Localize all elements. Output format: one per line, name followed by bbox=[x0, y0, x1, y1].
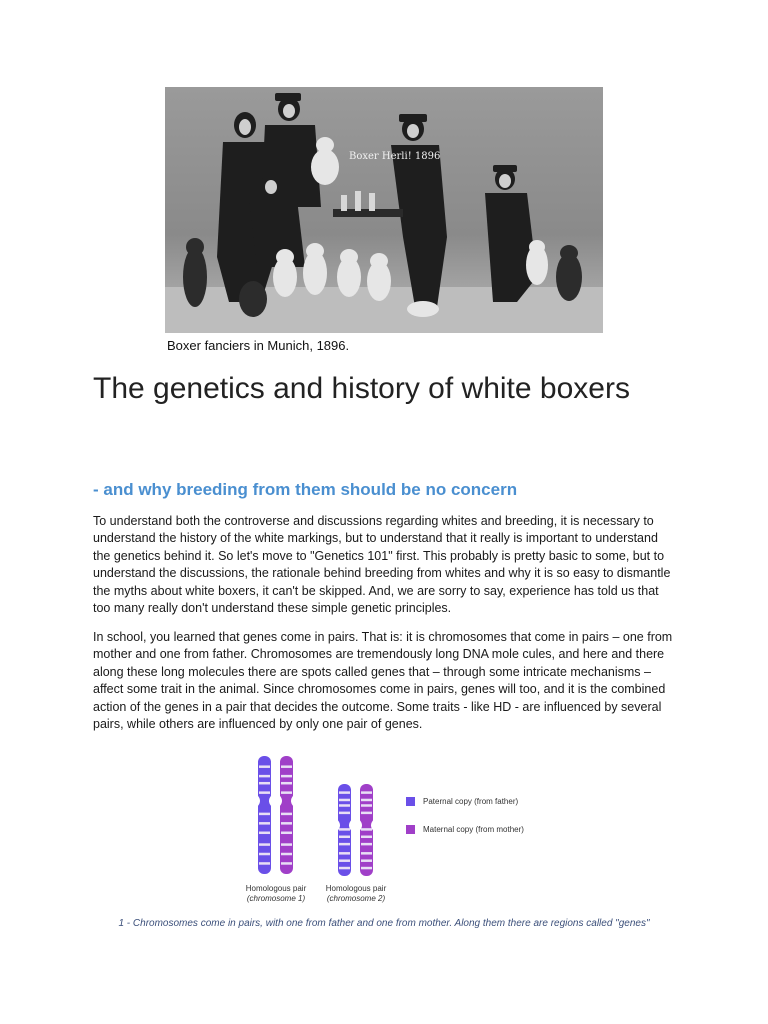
page-title: The genetics and history of white boxers bbox=[93, 372, 630, 405]
photo-illustration bbox=[165, 87, 603, 333]
page-subtitle: - and why breeding from them should be no concern bbox=[93, 480, 518, 499]
paternal-swatch bbox=[406, 797, 415, 806]
pair1-label-line1: Homologous pair bbox=[245, 884, 307, 893]
pair1-label-line2: (chromosome 1) bbox=[246, 894, 306, 903]
legend-paternal-label: Paternal copy (from father) bbox=[423, 797, 519, 806]
photo-caption: Boxer fanciers in Munich, 1896. bbox=[167, 338, 350, 353]
pair1-label bbox=[238, 884, 314, 904]
historic-photo bbox=[165, 87, 603, 333]
legend-maternal bbox=[406, 825, 524, 834]
chromosome-1-paternal bbox=[258, 756, 271, 874]
photo-sign-text: Boxer Herli! 1896 bbox=[349, 151, 441, 162]
chromosome-2-paternal bbox=[338, 784, 351, 876]
pair2-label bbox=[318, 884, 394, 904]
figure-caption: 1 - Chromosomes come in pairs, with one from father and one from mother. Along them there are regions called "genes" bbox=[118, 918, 650, 929]
body-paragraph-2: In school, you learned that genes come in pairs. That is: it is chromosomes that come in pairs – one from mother and one from father. Chromosomes are tremendously long DNA mole cules, and here and there along these long molecules there are spots called genes that – through some intricate mechanisms – affect some trait in the animal. Since chromosomes come in pairs, genes will too, and it is the combined action of the genes in a pair that decides the outcome. Some traits - like HD - are influenced by several pairs, while others are influenced by only one pair of genes. bbox=[93, 630, 673, 732]
chromosome-1-maternal bbox=[280, 756, 293, 874]
legend-paternal bbox=[406, 797, 518, 806]
legend-maternal-label: Maternal copy (from mother) bbox=[423, 825, 524, 834]
body-paragraph-1: To understand both the controverse and discussions regarding whites and breeding, it is necessary to understand the history of the white markings, but to understand that it really is important to understand the genetics behind it. So let's move to "Genetics 101" first. This probably is pretty basic to some, but to understand the discussions, the rationale behind breeding from whites and why it is so easy to dismantle the myths about white boxers, it can't be skipped. And, we are sorry to say, experience has told us that too many really don't understand these simple genetic principles. bbox=[93, 514, 671, 616]
chromosome-2-maternal bbox=[360, 784, 373, 876]
pair2-label-line1: Homologous pair bbox=[325, 884, 387, 893]
maternal-swatch bbox=[406, 825, 415, 834]
pair2-label-line2: (chromosome 2) bbox=[326, 894, 386, 903]
